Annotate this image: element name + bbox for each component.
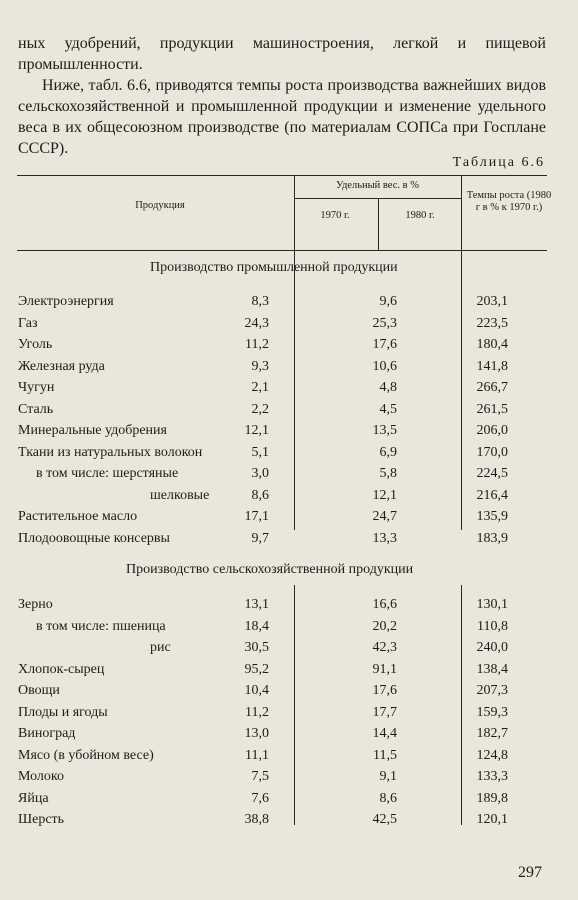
row-share-1970: 2,2 [251,401,269,417]
row-share-1980: 11,5 [373,747,397,763]
row-product-name: в том числе: пшеница [36,618,166,634]
row-share-1980: 24,7 [372,509,397,524]
row-share-1970: 13,0 [244,726,269,741]
row-share-1980: 6,9 [379,444,397,460]
row-product-name: Железная руда [18,358,105,374]
row-share-1970: 38,8 [244,812,269,827]
row-share-1970: 8,6 [251,487,269,503]
row-product-name: Зерно [18,597,53,612]
row-share-1970: 13,1 [244,597,269,612]
row-product-name: Мясо (в убойном весе) [18,747,154,763]
row-share-1980: 17,7 [372,704,397,720]
row-share-1980: 25,3 [372,315,397,331]
table-row [0,812,578,834]
row-growth-rate: 182,7 [476,726,508,741]
row-product-name: Плоды и ягоды [18,704,108,720]
row-product-name: Ткани из натуральных волокон [18,444,203,460]
table-row [0,531,578,553]
row-share-1970: 3,0 [251,466,269,481]
header-1980: 1980 г. [405,210,435,221]
row-share-1970: 10,4 [244,683,269,698]
row-share-1980: 9,1 [379,769,397,784]
row-share-1970: 11,2 [245,337,269,352]
table-row [0,380,578,402]
table-row [0,359,578,381]
table-row [0,791,578,813]
row-share-1980: 13,5 [372,423,397,438]
page-number: 297 [518,864,542,881]
row-product-name: Шерсть [18,812,65,827]
row-share-1970: 11,1 [245,747,269,763]
row-share-1980: 17,6 [372,337,397,352]
row-product-name: Минеральные удобрения [18,423,167,438]
header-share: Удельный вес. в % [336,180,419,191]
table-row [0,445,578,467]
row-share-1970: 18,4 [244,618,269,634]
row-share-1970: 95,2 [244,661,269,677]
row-share-1980: 42,3 [372,640,397,655]
row-growth-rate: 170,0 [476,444,508,460]
row-share-1970: 30,5 [244,640,269,655]
row-growth-rate: 223,5 [476,315,508,331]
row-product-name: Виноград [18,726,76,741]
row-growth-rate: 266,7 [476,380,508,395]
col-divider-years [378,198,379,250]
table-row [0,337,578,359]
row-growth-rate: 110,8 [477,618,508,634]
row-share-1980: 16,6 [372,597,397,612]
row-share-1970: 11,2 [245,704,269,720]
row-product-name: Сталь [18,401,54,417]
table-row [0,640,578,662]
row-growth-rate: 138,4 [476,661,508,677]
row-product-name: шелковые [150,487,210,503]
table-label: Таблица 6.6 [452,155,545,170]
header-1970: 1970 г. [320,210,350,221]
table-row [0,619,578,641]
table-row [0,316,578,338]
row-product-name: Электроэнергия [18,294,114,309]
row-growth-rate: 135,9 [476,509,508,524]
row-share-1970: 9,7 [251,530,269,546]
intro-paragraph-text: Ниже, табл. 6.6, приводятся темпы роста производства важнейших видов сельскохозяйственной и промышленной продукции и изменение удельного веса в их общесоюзном производстве (по материалам СОПСа при Госплане СССР). [18,77,546,157]
row-growth-rate: 141,8 [476,358,508,374]
table-row [0,683,578,705]
row-growth-rate: 133,3 [476,769,508,784]
row-product-name: в том числе: шерстяные [36,466,179,481]
row-product-name: Овощи [18,683,60,698]
table-row [0,705,578,727]
row-share-1980: 5,8 [379,466,397,481]
row-growth-rate: 124,8 [476,747,508,763]
table-row [0,423,578,445]
row-share-1980: 12,1 [372,487,397,503]
row-growth-rate: 159,3 [476,704,508,720]
row-share-1970: 24,3 [244,315,269,331]
col-divider-2 [461,175,462,250]
table-row [0,402,578,424]
row-share-1980: 4,8 [379,380,397,395]
row-product-name: Растительное масло [18,509,138,524]
row-product-name: Молоко [18,769,64,784]
row-growth-rate: 240,0 [476,640,508,655]
row-growth-rate: 203,1 [476,294,508,309]
row-growth-rate: 206,0 [476,423,508,438]
row-share-1970: 8,3 [251,294,269,309]
intro-paragraph [18,75,546,159]
table-row [0,726,578,748]
row-growth-rate: 261,5 [476,401,508,417]
row-share-1970: 2,1 [251,380,269,395]
row-share-1970: 17,1 [244,509,269,524]
table-row [0,466,578,488]
table-row [0,662,578,684]
row-share-1980: 8,6 [379,790,397,806]
row-share-1980: 20,2 [372,618,397,634]
row-share-1970: 9,3 [251,358,269,374]
row-share-1980: 14,4 [372,726,397,741]
row-growth-rate: 216,4 [476,487,508,503]
table-row [0,748,578,770]
row-share-1980: 9,6 [379,294,397,309]
row-share-1980: 4,5 [379,401,397,417]
row-share-1970: 12,1 [244,423,269,438]
intro-continuation: ных удобрений, продукции машиностроения, легкой и пищевой промышленности. [18,35,546,73]
row-product-name: рис [150,640,171,655]
row-share-1970: 7,5 [251,769,269,784]
section-agricultural-title: Производство сельскохозяйственной продукции [126,562,414,577]
row-growth-rate: 189,8 [476,790,508,806]
section-industrial-title: Производство промышленной продукции [150,260,398,275]
table-row [0,597,578,619]
row-product-name: Чугун [18,380,55,395]
row-product-name: Яйца [18,790,49,806]
table-row [0,488,578,510]
table-row [0,769,578,791]
header-product: Продукция [135,200,185,211]
row-product-name: Уголь [18,337,53,352]
row-share-1980: 17,6 [372,683,397,698]
row-growth-rate: 224,5 [476,466,508,481]
row-share-1970: 7,6 [251,790,269,806]
table-row [0,509,578,531]
header-growth: Темпы роста (1980 г в % к 1970 г.) [466,190,552,213]
row-product-name: Хлопок-сырец [18,661,105,677]
row-growth-rate: 207,3 [476,683,508,698]
row-product-name: Газ [18,315,38,331]
row-share-1980: 13,3 [372,530,397,546]
row-share-1970: 5,1 [251,444,269,460]
table-top-rule [17,175,547,176]
row-growth-rate: 130,1 [476,597,508,612]
table-header-rule [17,250,547,251]
table-row [0,294,578,316]
row-growth-rate: 120,1 [476,812,508,827]
row-growth-rate: 180,4 [476,337,508,352]
row-share-1980: 10,6 [372,358,397,374]
row-share-1980: 42,5 [372,812,397,827]
row-share-1980: 91,1 [372,661,397,677]
row-growth-rate: 183,9 [476,530,508,546]
row-product-name: Плодоовощные консервы [18,530,170,546]
